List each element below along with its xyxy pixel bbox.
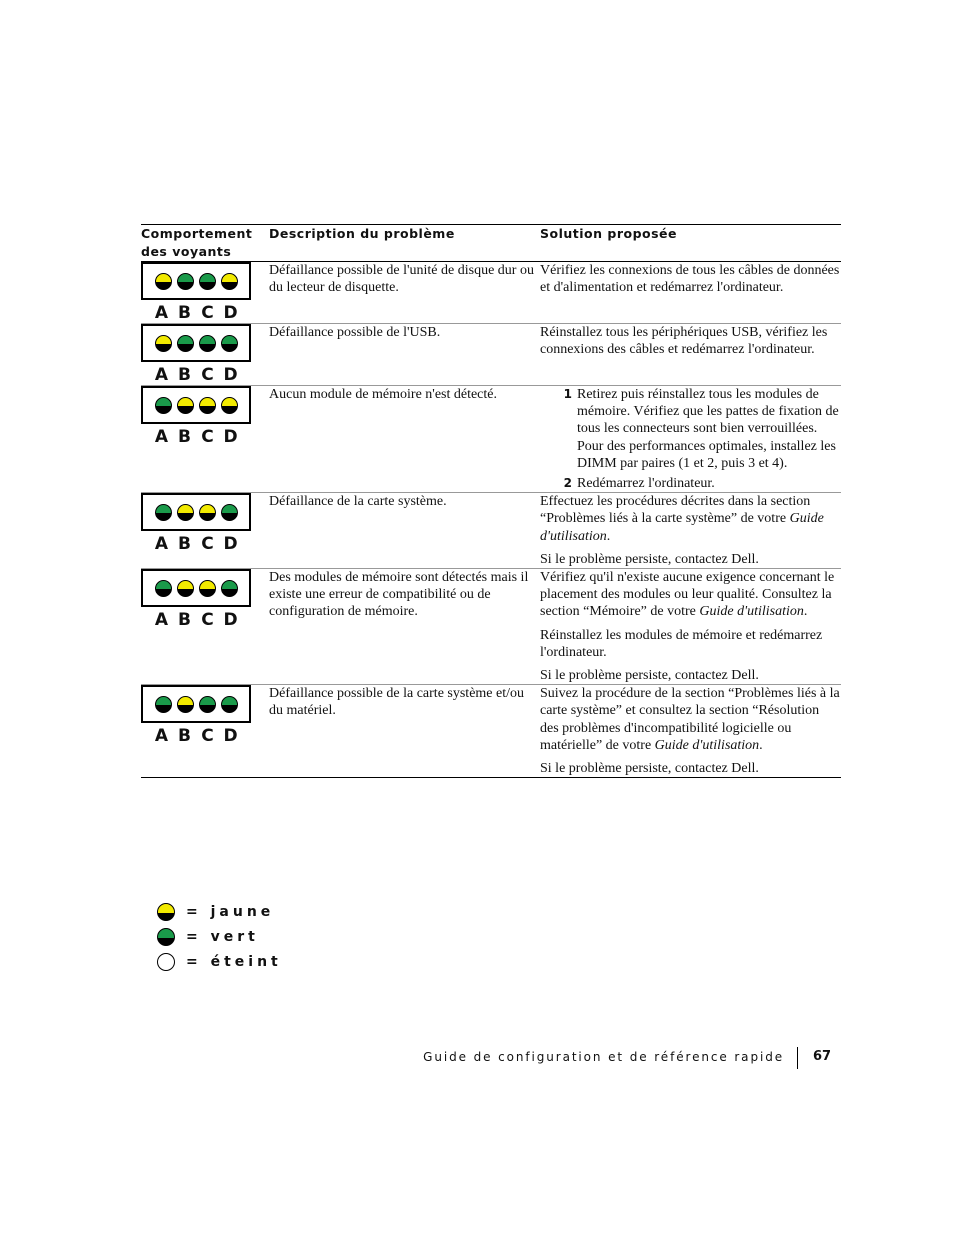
led-letter: C: [201, 365, 214, 385]
table-row: [141, 386, 841, 493]
led-yellow-icon: [221, 397, 238, 414]
led-green-icon: [221, 504, 238, 521]
led-green-icon: [157, 928, 175, 946]
problem-description: Aucun module de mémoire n'est détecté.: [269, 386, 540, 493]
diagnostic-led-panel: [141, 493, 251, 531]
solution-text: Vérifiez les connexions de tous les câbles de données et d'alimentation et redémarrez l'ordinateur.: [540, 263, 840, 296]
led-yellow-icon: [177, 696, 194, 713]
led-pattern-cell: [141, 569, 269, 685]
solution-cell: [540, 386, 841, 493]
led-letter: B: [178, 726, 191, 747]
led-letter: C: [201, 726, 214, 747]
led-letters: [141, 365, 251, 385]
solution-step: [555, 475, 841, 492]
diagnostic-led-panel: [141, 569, 251, 607]
solution-text: [540, 685, 841, 754]
page-number: 67: [813, 1049, 832, 1064]
led-color-legend: [157, 899, 282, 974]
footer-divider: [797, 1047, 798, 1069]
step-text: Redémarrez l'ordinateur.: [577, 476, 715, 492]
solution-text-part: .: [606, 528, 611, 544]
led-green-icon: [155, 397, 172, 414]
solution-cell: [540, 262, 841, 324]
solution-text: Si le problème persiste, contactez Dell.: [540, 761, 759, 777]
led-yellow-icon: [155, 273, 172, 290]
solution-text: [540, 493, 841, 545]
problem-description: Défaillance possible de la carte système et/ou du matériel.: [269, 685, 540, 778]
led-green-icon: [199, 273, 216, 290]
led-letter: A: [154, 303, 169, 323]
guide-reference: Guide d'utilisation: [654, 737, 760, 753]
led-yellow-icon: [199, 504, 216, 521]
led-green-icon: [177, 335, 194, 352]
led-yellow-icon: [155, 335, 172, 352]
header-light-behavior-line2: des voyants: [141, 244, 232, 259]
led-letter: D: [223, 726, 238, 747]
led-green-icon: [155, 504, 172, 521]
table-row: [141, 569, 841, 685]
solution-cell: [540, 685, 841, 778]
led-letter: A: [154, 534, 169, 555]
led-letter: C: [201, 610, 214, 631]
solution-text-part: .: [803, 604, 808, 620]
header-light-behavior: [141, 225, 269, 262]
led-letters: [141, 534, 251, 554]
guide-reference: Guide d'utilisation: [699, 604, 804, 620]
led-letters: [141, 427, 251, 447]
led-letter: D: [223, 610, 238, 631]
led-letter: B: [178, 427, 191, 447]
led-pattern-cell: [141, 386, 269, 493]
table-row: [141, 493, 841, 569]
table-row: [141, 262, 841, 324]
header-light-behavior-line1: Comportement: [141, 226, 253, 241]
step-text: Retirez puis réinstallez tous les modules de mémoire. Vérifiez que les pattes de fixation de tous les connecteurs sont bien verrouillées. Pour des performances optimales, installez les DIMM par paires (1 et 2, puis 3 et 4).: [577, 387, 839, 471]
solution-text: Réinstallez tous les périphériques USB, vérifiez les connexions des câbles et redémarrez l'ordinateur.: [540, 325, 828, 358]
led-yellow-icon: [199, 397, 216, 414]
solution-text-part: Suivez la procédure de la section “Problèmes liés à la carte système” et consultez la section “Résolution des problèmes d'incompatibilité logicielle ou matérielle” de votre: [540, 686, 840, 753]
led-letter: D: [223, 534, 238, 555]
led-letters: [141, 610, 251, 630]
legend-label: = éteint: [186, 953, 282, 970]
problem-description: Défaillance possible de l'unité de disque dur ou du lecteur de disquette.: [269, 262, 540, 324]
led-letter: B: [178, 610, 191, 631]
led-green-icon: [155, 696, 172, 713]
led-pattern-cell: [141, 262, 269, 324]
led-green-icon: [221, 335, 238, 352]
led-letter: D: [223, 427, 238, 447]
led-letter: D: [223, 303, 238, 323]
led-yellow-icon: [177, 504, 194, 521]
diagnostic-led-panel: [141, 262, 251, 300]
solution-text: Réinstallez les modules de mémoire et redémarrez l'ordinateur.: [540, 627, 823, 660]
solution-text-part: .: [759, 737, 763, 753]
led-letter: C: [201, 303, 214, 323]
solution-text-part: Vérifiez qu'il n'existe aucune exigence concernant le placement des modules ou leur qualité. Consultez la section “Mémoire” de votre: [540, 570, 835, 620]
led-green-icon: [221, 580, 238, 597]
led-yellow-icon: [177, 580, 194, 597]
problem-description: Défaillance possible de l'USB.: [269, 324, 540, 386]
led-letters: [141, 303, 251, 323]
solution-cell: [540, 493, 841, 569]
legend-label: = vert: [186, 928, 259, 945]
legend-item: [157, 899, 282, 924]
led-green-icon: [177, 273, 194, 290]
led-pattern-cell: [141, 324, 269, 386]
solution-cell: [540, 324, 841, 386]
guide-reference: Guide d'utilisation: [540, 511, 824, 544]
led-yellow-icon: [157, 903, 175, 921]
led-green-icon: [155, 580, 172, 597]
legend-label: = jaune: [186, 903, 275, 920]
led-off-icon: [157, 953, 175, 971]
table-row: [141, 685, 841, 778]
legend-item: [157, 949, 282, 974]
header-problem-description: Description du problème: [269, 225, 540, 262]
led-letter: A: [154, 365, 169, 385]
led-letter: A: [154, 610, 169, 631]
solution-step: [555, 386, 841, 472]
led-green-icon: [221, 696, 238, 713]
solution-steps: [555, 386, 841, 492]
problem-description: Des modules de mémoire sont détectés mais il existe une erreur de compatibilité ou de configuration de mémoire.: [269, 569, 540, 685]
led-letter: A: [154, 427, 169, 447]
solution-text: [540, 569, 841, 621]
footer-guide-title: Guide de configuration et de référence rapide: [423, 1050, 784, 1064]
header-suggested-solution: Solution proposée: [540, 225, 841, 262]
led-letter: B: [178, 303, 191, 323]
solution-text-part: Effectuez les procédures décrites dans la section “Problèmes liés à la carte système” de votre: [540, 494, 811, 527]
led-letter: C: [201, 534, 214, 555]
led-yellow-icon: [177, 397, 194, 414]
solution-text: Si le problème persiste, contactez Dell.: [540, 668, 759, 684]
led-yellow-icon: [199, 580, 216, 597]
led-letter: B: [178, 534, 191, 555]
step-number: 2: [563, 476, 572, 491]
led-green-icon: [199, 696, 216, 713]
diagnostic-led-panel: [141, 685, 251, 723]
table-header-row: [141, 225, 841, 262]
led-letter: C: [201, 427, 214, 447]
solution-cell: [540, 569, 841, 685]
step-number: 1: [563, 387, 572, 401]
led-letters: [141, 726, 251, 746]
led-letter: B: [178, 365, 191, 385]
led-yellow-icon: [221, 273, 238, 290]
table-row: [141, 324, 841, 386]
problem-description: Défaillance de la carte système.: [269, 493, 540, 569]
diagnostic-led-panel: [141, 324, 251, 362]
diagnostic-led-panel: [141, 386, 251, 424]
solution-text: Si le problème persiste, contactez Dell.: [540, 551, 759, 567]
led-letter: A: [154, 726, 169, 747]
led-letter: D: [223, 365, 238, 385]
diagnostic-lights-table: [141, 224, 841, 778]
led-pattern-cell: [141, 493, 269, 569]
legend-item: [157, 924, 282, 949]
led-green-icon: [199, 335, 216, 352]
led-pattern-cell: [141, 685, 269, 778]
